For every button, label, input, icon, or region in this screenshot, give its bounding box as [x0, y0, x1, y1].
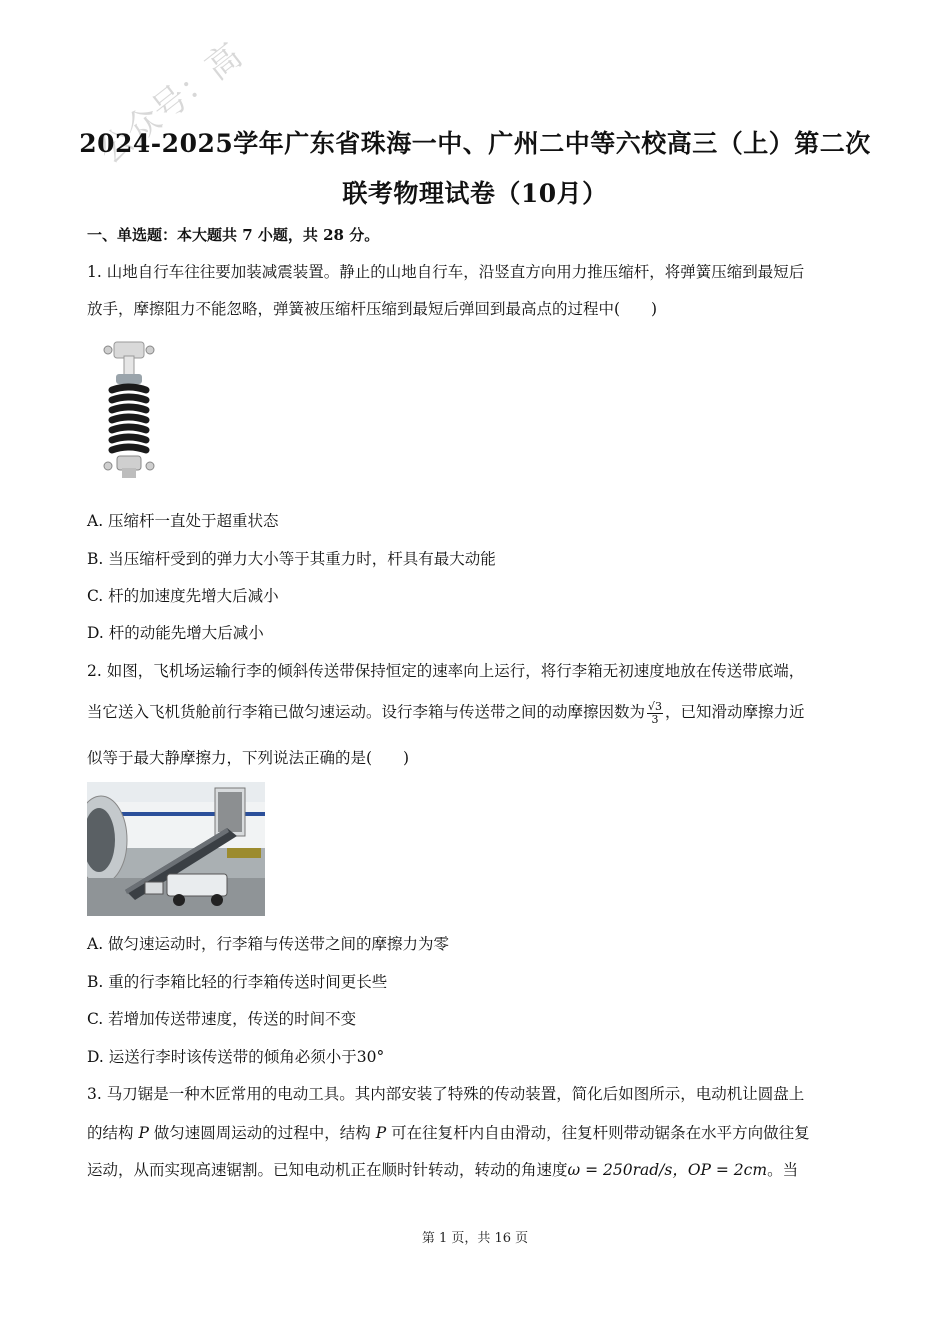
- q3-text-line3-b: 。当: [767, 1161, 799, 1179]
- q1-option-c: C. 杆的加速度先增大后减小: [87, 587, 279, 605]
- q3-text-line3-a: 运动，从而实现高速锯割。已知电动机正在顺时针转动，转动的角速度: [87, 1161, 568, 1179]
- structure-p-symbol-2: P: [375, 1124, 387, 1142]
- q2-text-line3: 似等于最大静摩擦力，下列说法正确的是( ): [87, 749, 410, 767]
- q1-option-b: B. 当压缩杆受到的弹力大小等于其重力时，杆具有最大动能: [87, 550, 496, 568]
- friction-coefficient-fraction: [647, 701, 663, 726]
- q3-text-line2-c: 可在往复杆内自由滑动，往复杆则带动锯条在水平方向做往复: [386, 1124, 810, 1142]
- q2-text-line2-post: ，已知滑动摩擦力近: [665, 703, 805, 721]
- q3-text-line2-a: 的结构: [87, 1124, 139, 1142]
- q2-text-line2: [87, 700, 805, 726]
- doc-title-line2: 联考物理试卷（10月）: [342, 179, 608, 208]
- fraction-numerator: √3: [648, 699, 663, 713]
- q3-text-line3: [87, 1158, 798, 1180]
- structure-p-symbol: P: [138, 1124, 149, 1142]
- doc-title-line1: 2024-2025学年广东省珠海一中、广州二中等六校高三（上）第二次: [79, 129, 871, 158]
- q1-text-line1: 1. 山地自行车往往要加装减震装置。静止的山地自行车，沿竖直方向用力推压缩杆，将弹簧压缩到最短后: [87, 263, 805, 281]
- section-heading: 一、单选题：本大题共 7 小题，共 28 分。: [87, 226, 380, 244]
- page-footer: 第 1 页，共 16 页: [421, 1231, 529, 1246]
- shock-absorber-image: [100, 340, 160, 490]
- q3-text-line1: 3. 马刀锯是一种木匠常用的电动工具。其内部安装了特殊的传动装置，简化后如图所示，电动机让圆盘上: [87, 1085, 805, 1103]
- q1-option-a: A. 压缩杆一直处于超重状态: [87, 512, 279, 530]
- q2-text-line1: 2. 如图，飞机场运输行李的倾斜传送带保持恒定的速率向上运行，将行李箱无初速度地放在传送带底端，: [87, 662, 805, 680]
- q2-option-c: C. 若增加传送带速度，传送的时间不变: [87, 1010, 357, 1028]
- q2-option-b: B. 重的行李箱比轻的行李箱传送时间更长些: [87, 973, 388, 991]
- watermark-text: 公众号：高: [90, 35, 250, 173]
- conveyor-belt-image: [87, 782, 265, 916]
- q2-text-line2-pre: 当它送入飞机货舱前行李箱已做匀速运动。设行李箱与传送带之间的动摩擦因数为: [87, 703, 646, 721]
- watermark: [40, 0, 320, 190]
- q1-text-line2: 放手，摩擦阻力不能忽略，弹簧被压缩杆压缩到最短后弹回到最高点的过程中( ): [87, 300, 658, 318]
- q3-text-line2-b: 做匀速圆周运动的过程中，结构: [148, 1124, 376, 1142]
- q3-text-line2: [87, 1121, 810, 1143]
- angular-velocity-expression: ω = 250rad/s，OP = 2cm: [567, 1161, 768, 1179]
- fraction-denominator: 3: [651, 712, 659, 726]
- q2-option-d: D. 运送行李时该传送带的倾角必须小于30°: [87, 1048, 385, 1066]
- q2-option-a: A. 做匀速运动时，行李箱与传送带之间的摩擦力为零: [87, 935, 450, 953]
- q1-option-d: D. 杆的动能先增大后减小: [87, 624, 264, 642]
